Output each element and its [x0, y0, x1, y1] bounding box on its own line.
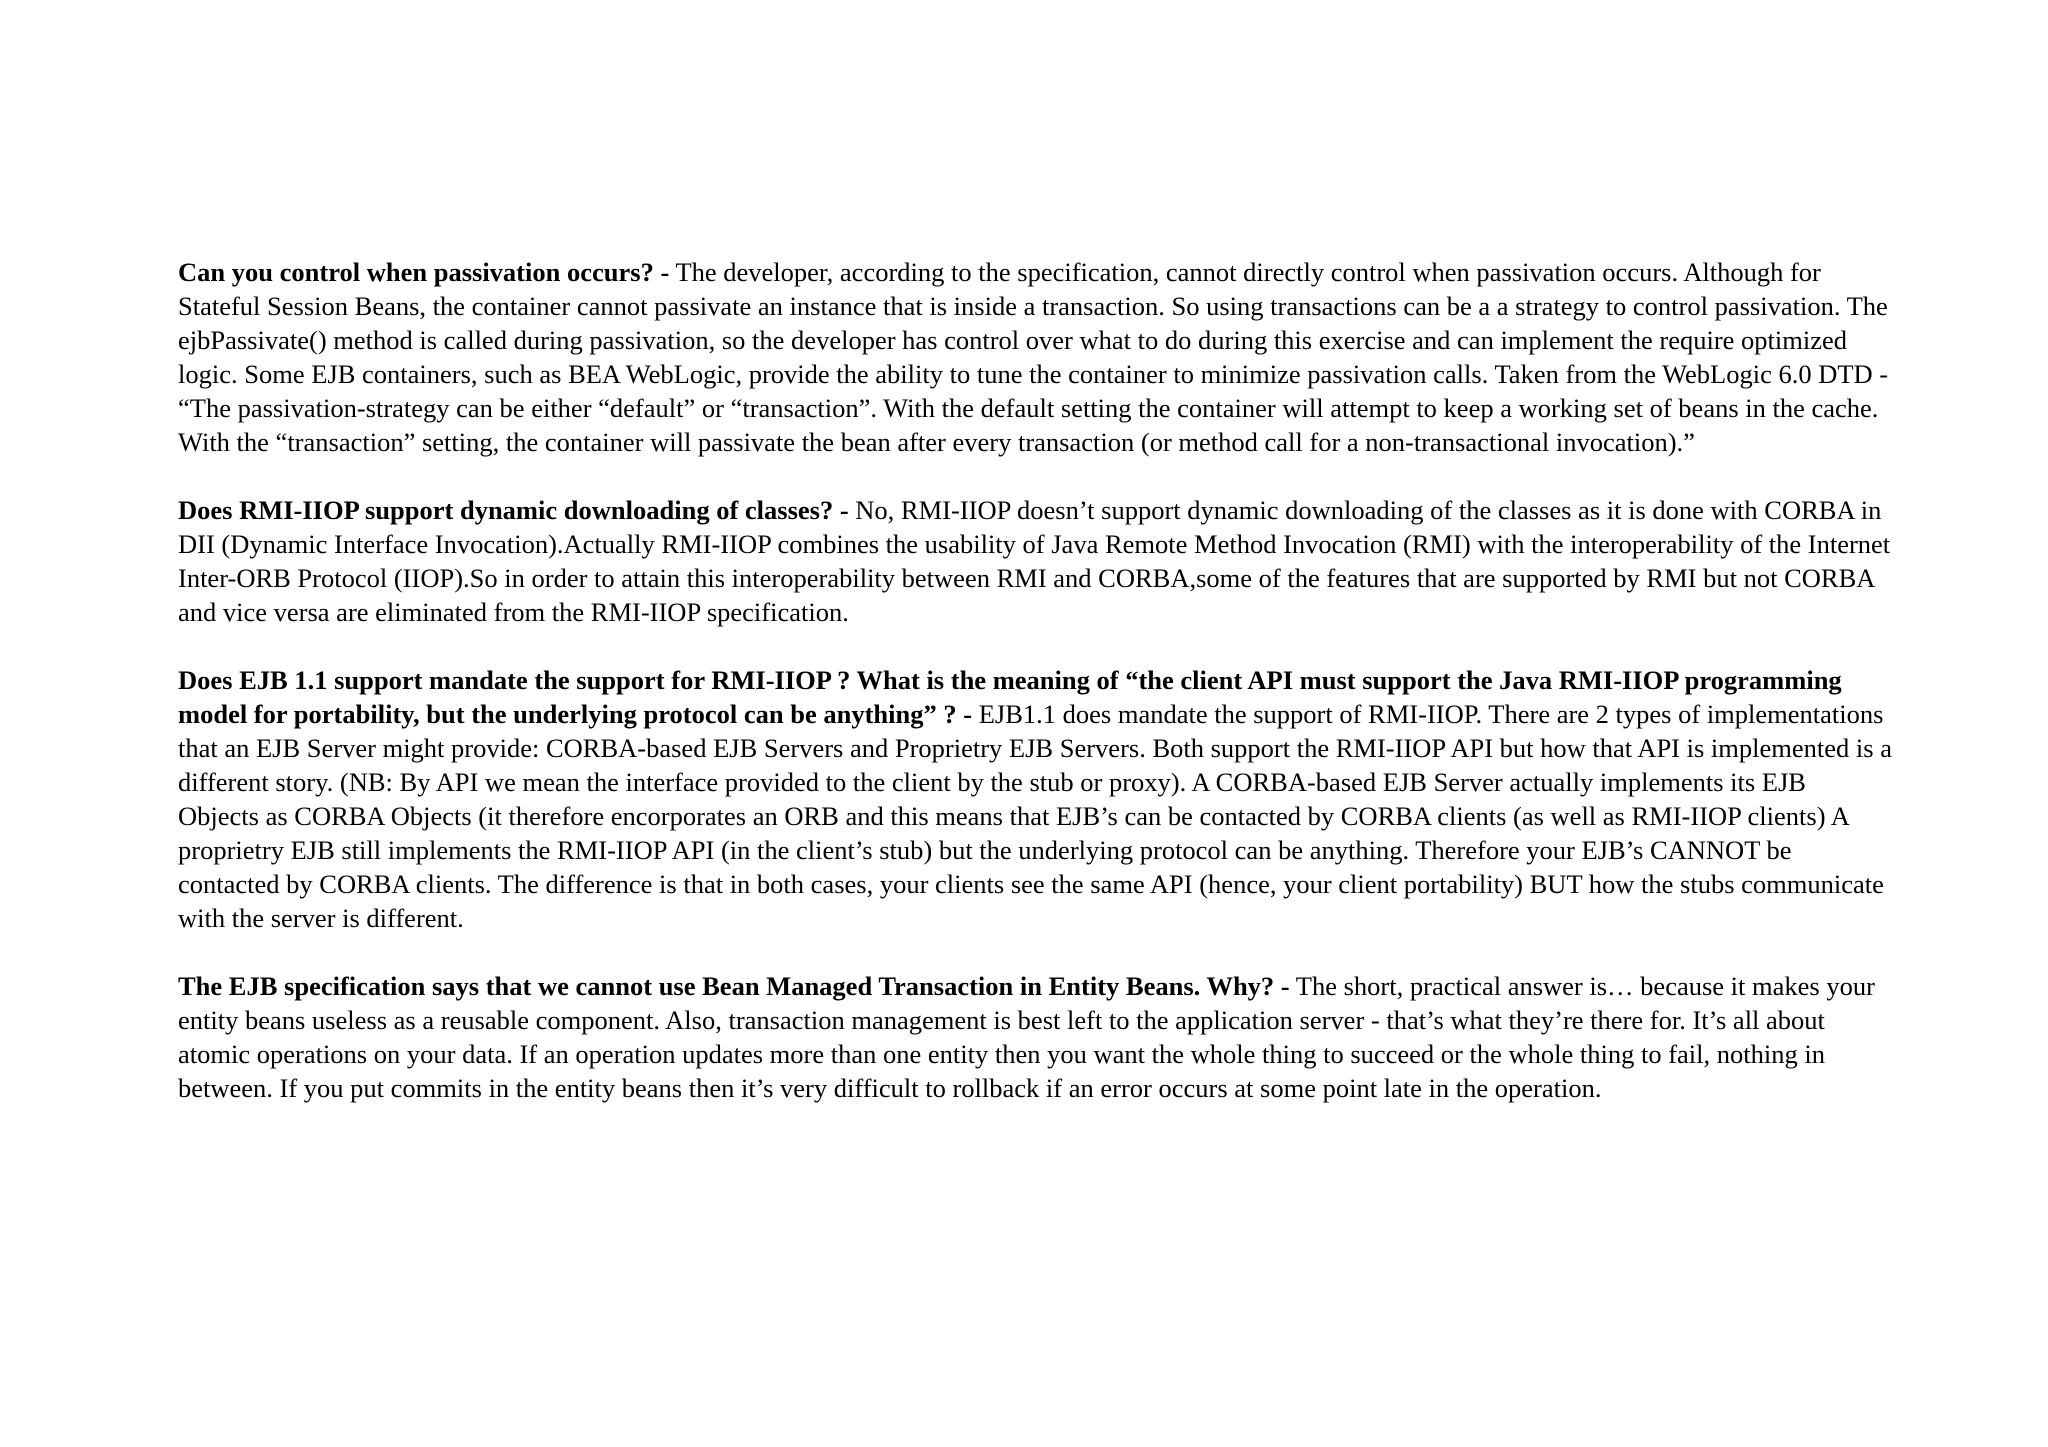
qa-entry-ejb-rmi-iiop-mandate	[178, 663, 1893, 935]
qa-entry-rmi-iiop-downloading	[178, 493, 1893, 629]
qa-entry-bean-managed-transaction	[178, 969, 1893, 1105]
document-page	[178, 255, 1893, 1139]
answer-text: The developer, according to the specification, cannot directly control when passivation occurs. Although for Stateful Session Beans, the container cannot passivate an instance that is inside a transaction. So using transactions can be a a strategy to control passivation. The ejbPassivate() method is called during passivation, so the developer has control over what to do during this exercise and can implement the require optimized logic. Some EJB containers, such as BEA WebLogic, provide the ability to tune the container to minimize passivation calls. Taken from the WebLogic 6.0 DTD - “The passivation-strategy can be either “default” or “transaction”. With the default setting the container will attempt to keep a working set of beans in the cache. With the “transaction” setting, the container will passivate the bean after every transaction (or method call for a non-transactional invocation).”	[178, 257, 1889, 457]
question-heading: Does EJB 1.1 support mandate the support for RMI-IIOP ? What is the meaning of “the client API must support the Java RMI-IIOP programming model for portability, but the underlying protocol can be anything” ? -	[178, 665, 1842, 729]
answer-text: No, RMI-IIOP doesn’t support dynamic downloading of the classes as it is done with CORBA in DII (Dynamic Interface Invocation).Actually RMI-IIOP combines the usability of Java Remote Method Invocation (RMI) with the interoperability of the Internet Inter-ORB Protocol (IIOP).So in order to attain this interoperability between RMI and CORBA,some of the features that are supported by RMI but not CORBA and vice versa are eliminated from the RMI-IIOP specification.	[178, 495, 1891, 627]
question-heading: The EJB specification says that we cannot use Bean Managed Transaction in Entity Beans. Why? -	[178, 971, 1290, 1001]
question-heading: Does RMI-IIOP support dynamic downloading of classes? -	[178, 495, 849, 525]
answer-text: EJB1.1 does mandate the support of RMI-IIOP. There are 2 types of implementations that an EJB Server might provide: CORBA-based EJB Servers and Proprietry EJB Servers. Both support the RMI-IIOP API but how that API is implemented is a different story. (NB: By API we mean the interface provided to the client by the stub or proxy). A CORBA-based EJB Server actually implements its EJB Objects as CORBA Objects (it therefore encorporates an ORB and this means that EJB’s can be contacted by CORBA clients (as well as RMI-IIOP clients) A proprietry EJB still implements the RMI-IIOP API (in the client’s stub) but the underlying protocol can be anything. Therefore your EJB’s CANNOT be contacted by CORBA clients. The difference is that in both cases, your clients see the same API (hence, your client portability) BUT how the stubs communicate with the server is different.	[178, 699, 1892, 933]
answer-text: The short, practical answer is… because it makes your entity beans useless as a reusable component. Also, transaction management is best left to the application server - that’s what they’re there for. It’s all about atomic operations on your data. If an operation updates more than one entity then you want the whole thing to succeed or the whole thing to fail, nothing in between. If you put commits in the entity beans then it’s very difficult to rollback if an error occurs at some point late in the operation.	[178, 971, 1875, 1103]
question-heading: Can you control when passivation occurs? -	[178, 257, 670, 287]
qa-entry-passivation	[178, 255, 1893, 459]
